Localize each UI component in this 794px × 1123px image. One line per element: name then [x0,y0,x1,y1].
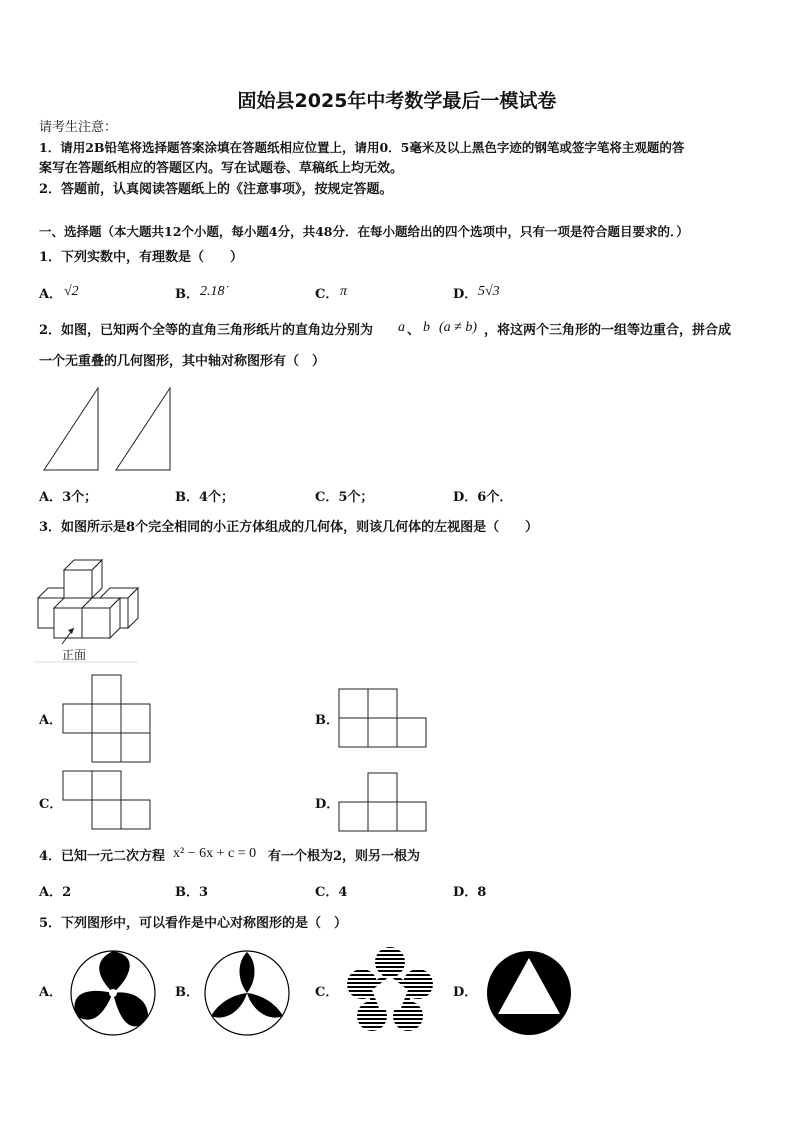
q3-option-b-figure [338,688,430,750]
q1-option-d-label: D． [453,287,478,302]
q5-option-a-figure [70,950,156,1036]
q3-option-b-label: B． [315,713,339,728]
page-title: 固始县2025年中考数学最后一模试卷 [237,90,557,112]
q5-option-c-figure [344,946,436,1036]
q5-option-a-label: A． [39,985,63,1000]
q5-stem: 5．下列图形中，可以看作是中心对称图形的是（ ） [39,916,348,931]
notice-line2: 2．答题前，认真阅读答题纸上的《注意事项》，按规定答题。 [39,182,393,197]
q1-option-c-label: C． [315,287,339,302]
q5-option-b-figure [204,950,290,1036]
q2-option-a: A．3个； [39,490,98,505]
q1-option-b-label: B． [175,287,199,302]
q5-option-c-label: C． [315,985,339,1000]
q1-option-a-label: A． [39,287,63,302]
q4-option-d: D．8 [453,885,487,900]
q2-option-b: B．4个； [175,490,235,505]
q3-option-d-figure [338,772,430,834]
q2-var-a: a [398,320,405,335]
q2-triangles-figure [40,386,175,472]
q2-option-d: D．6个． [453,490,513,505]
q3-front-label: 正面 [62,648,87,662]
q2-option-c: C．5个； [315,490,374,505]
q4-stem-part2: 有一个根为2，则另一根为 [268,849,421,864]
notice-heading: 请考生注意： [39,120,118,135]
q2-stem-part3: 一个无重叠的几何图形，其中轴对称图形有（ ） [39,354,326,369]
q3-option-a-figure [62,674,154,764]
notice-line1: 1．请用2B铅笔将选择题答案涂填在答题纸相应位置上，请用0．5毫米及以上黑色字迹的钢笔或签字笔将主观题的答 [39,140,685,155]
q1-stem: 1．下列实数中，有理数是（ ） [39,250,244,265]
q4-stem-part1: 4．已知一元二次方程 [39,849,166,864]
q1-option-d-value: 5√3 [478,284,500,299]
q3-option-a-label: A． [39,713,63,728]
q2-condition: (a ≠ b) [439,320,478,335]
q4-option-c: C．4 [315,885,348,900]
q2-stem-part1: 2．如图，已知两个全等的直角三角形纸片的直角边分别为 [39,323,374,338]
triangle-right [116,388,170,470]
q3-option-d-label: D． [315,797,340,812]
q5-option-d-figure [486,950,572,1036]
triangle-left [44,388,98,470]
q5-option-d-label: D． [453,985,478,1000]
q1-option-c-value: π [340,284,348,299]
q1-option-b-value: 2.1̇8̇ [200,284,225,299]
q2-stem-part2: ，将这两个三角形的一组等边重合，拼合成 [484,323,732,338]
q2-separator: 、 [407,323,421,338]
q3-option-c-label: C． [39,797,63,812]
q1-option-a-value: √2 [64,284,79,299]
q4-equation: x² − 6x + c = 0 [173,846,257,861]
q3-option-c-figure [62,770,154,832]
notice-line1b: 案写在答题纸相应的答题区内。写在试题卷、草稿纸上均无效。 [39,161,404,176]
q4-option-a: A．2 [39,885,72,900]
section-heading: 一、选择题（本大题共12个小题，每小题4分，共48分．在每小题给出的四个选项中，只有一项是符合题目要求的．） [39,224,689,239]
q5-option-b-label: B． [175,985,199,1000]
q2-var-b: b [423,320,430,335]
q4-option-b: B．3 [175,885,209,900]
q3-stem: 3．如图所示是8个完全相同的小正方体组成的几何体，则该几何体的左视图是（ ） [39,520,539,535]
